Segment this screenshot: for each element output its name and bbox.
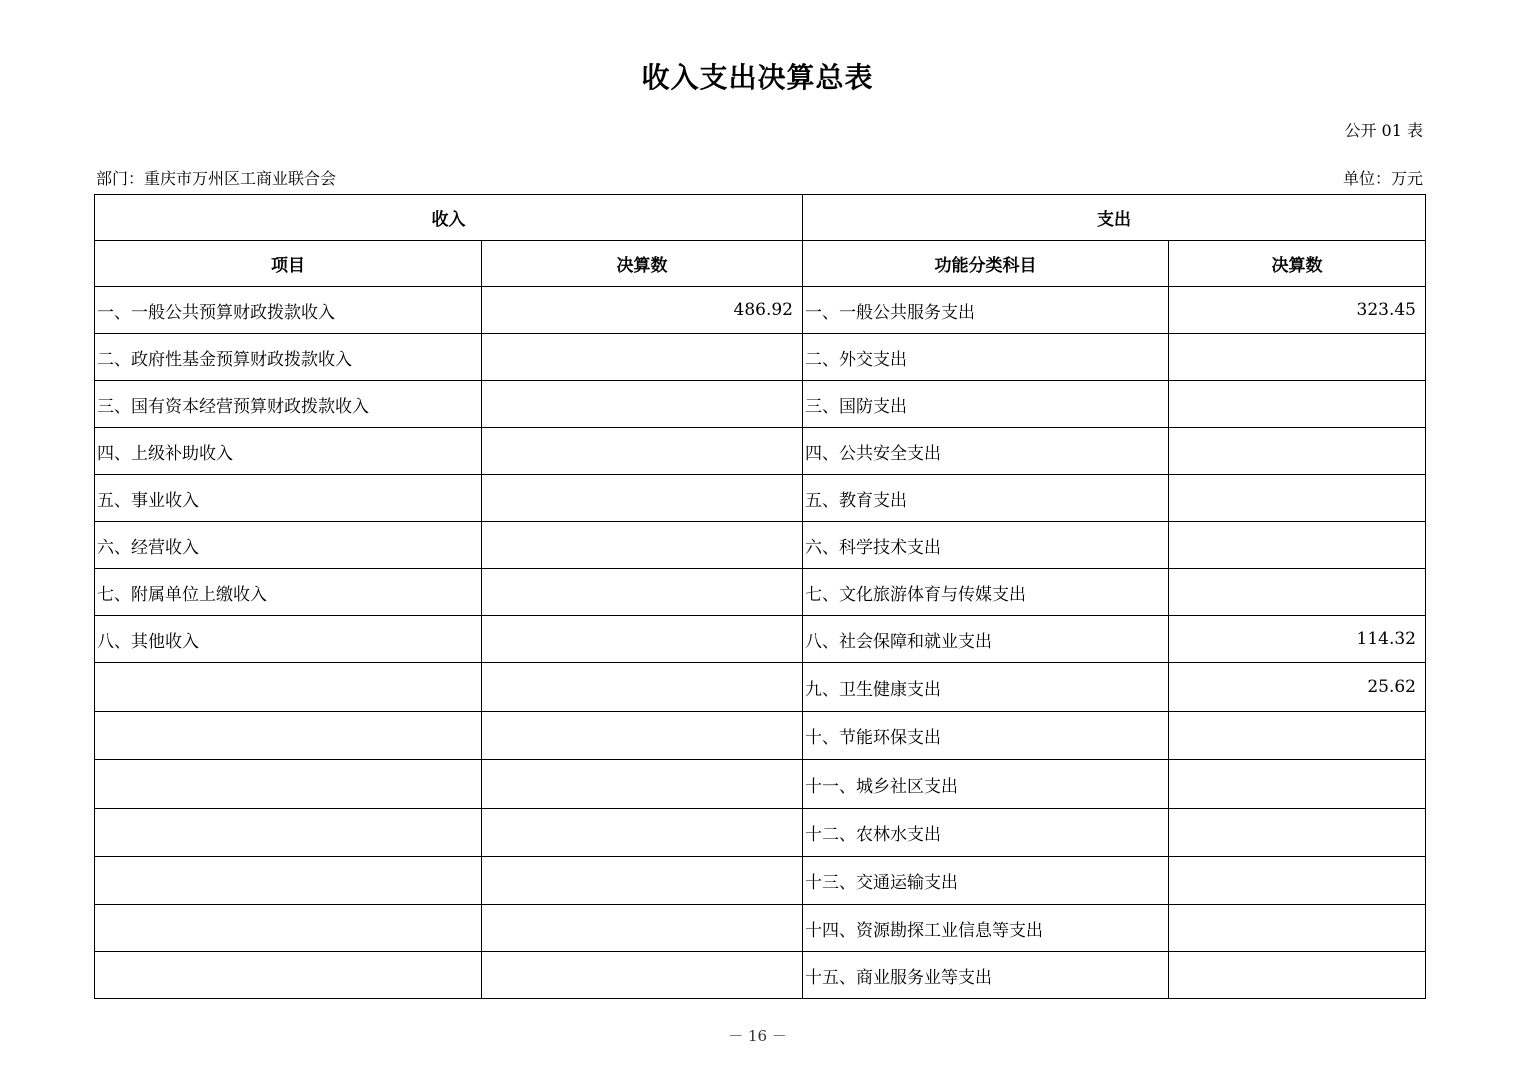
expense-item-cell: 十一、城乡社区支出 [803,760,1169,809]
table-row [95,857,1426,905]
table-row [95,952,1426,999]
table-row [95,905,1426,952]
expense-item-cell: 二、外交支出 [803,334,1169,381]
income-item-cell: 八、其他收入 [95,616,482,663]
income-amount-cell [482,809,803,857]
expense-item-cell: 十二、农林水支出 [803,809,1169,857]
income-item-cell: 四、上级补助收入 [95,428,482,475]
expense-amount-cell [1169,381,1426,428]
income-item-cell [95,905,482,952]
income-group-header: 收入 [95,195,803,241]
income-item-cell: 六、经营收入 [95,522,482,569]
expense-amount-cell [1169,809,1426,857]
table-row [95,475,1426,522]
table-row [95,522,1426,569]
expense-item-cell: 八、社会保障和就业支出 [803,616,1169,663]
income-amount-cell [482,569,803,616]
expense-amount-cell [1169,334,1426,381]
expense-amount-cell [1169,857,1426,905]
expense-amount-cell [1169,905,1426,952]
expense-item-cell: 五、教育支出 [803,475,1169,522]
expense-group-header: 支出 [803,195,1426,241]
income-item-cell: 五、事业收入 [95,475,482,522]
expense-item-cell: 十、节能环保支出 [803,712,1169,760]
table-row [95,334,1426,381]
expense-amount-cell [1169,952,1426,999]
expense-amount-cell [1169,428,1426,475]
income-item-cell [95,712,482,760]
expense-item-cell: 九、卫生健康支出 [803,663,1169,712]
income-item-cell [95,952,482,999]
table-row [95,712,1426,760]
income-amount-cell [482,760,803,809]
table-row [95,760,1426,809]
expense-item-cell: 六、科学技术支出 [803,522,1169,569]
income-item-cell [95,760,482,809]
table-row [95,663,1426,712]
table-row [95,428,1426,475]
expense-amount-cell: 323.45 [1169,287,1426,334]
income-item-cell: 七、附属单位上缴收入 [95,569,482,616]
expense-item-cell: 十四、资源勘探工业信息等支出 [803,905,1169,952]
expense-item-cell: 十三、交通运输支出 [803,857,1169,905]
header-row-columns [95,241,1426,287]
unit-label: 单位：万元 [1342,169,1423,188]
income-expense-table [94,194,1426,999]
income-amount-cell [482,334,803,381]
expense-amount-cell [1169,712,1426,760]
expense-item-header: 功能分类科目 [803,241,1169,287]
expense-amount-cell [1169,522,1426,569]
expense-item-cell: 七、文化旅游体育与传媒支出 [803,569,1169,616]
income-amount-cell [482,428,803,475]
income-amount-header: 决算数 [482,241,803,287]
income-amount-cell [482,905,803,952]
income-amount-cell [482,952,803,999]
income-amount-cell [482,616,803,663]
expense-item-cell: 十五、商业服务业等支出 [803,952,1169,999]
income-item-cell [95,663,482,712]
income-item-cell: 二、政府性基金预算财政拨款收入 [95,334,482,381]
table-row [95,616,1426,663]
income-item-cell [95,857,482,905]
expense-item-cell: 三、国防支出 [803,381,1169,428]
expense-item-cell: 四、公共安全支出 [803,428,1169,475]
income-amount-cell [482,381,803,428]
income-item-cell: 一、一般公共预算财政拨款收入 [95,287,482,334]
table-number: 公开 01 表 [1344,121,1423,140]
income-amount-cell [482,522,803,569]
income-amount-cell [482,857,803,905]
expense-amount-cell: 114.32 [1169,616,1426,663]
table-row [95,569,1426,616]
income-amount-cell: 486.92 [482,287,803,334]
table-row [95,381,1426,428]
page-title: 收入支出决算总表 [641,61,874,94]
expense-item-cell: 一、一般公共服务支出 [803,287,1169,334]
expense-amount-cell [1169,569,1426,616]
income-item-cell [95,809,482,857]
page-number: － 16 － [728,1027,787,1045]
income-amount-cell [482,663,803,712]
expense-amount-header: 决算数 [1169,241,1426,287]
expense-amount-cell [1169,760,1426,809]
income-amount-cell [482,712,803,760]
table-row [95,809,1426,857]
table-row [95,287,1426,334]
department-label: 部门：重庆市万州区工商业联合会 [96,169,337,188]
income-amount-cell [482,475,803,522]
income-item-header: 项目 [95,241,482,287]
header-row-group [95,195,1426,241]
income-item-cell: 三、国有资本经营预算财政拨款收入 [95,381,482,428]
expense-amount-cell: 25.62 [1169,663,1426,712]
expense-amount-cell [1169,475,1426,522]
